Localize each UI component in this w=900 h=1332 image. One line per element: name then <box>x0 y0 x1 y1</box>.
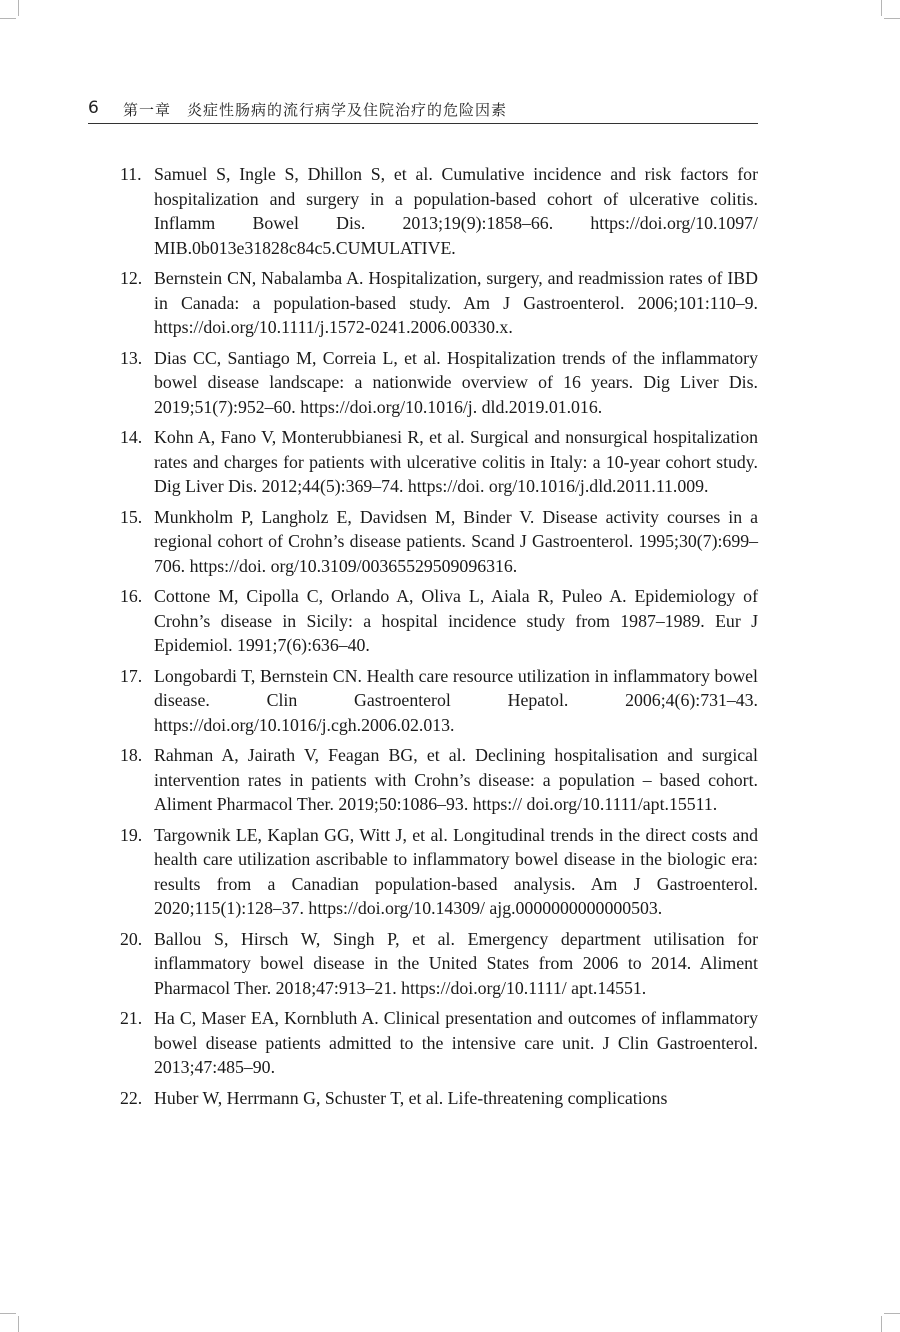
reference-text: Cottone M, Cipolla C, Orlando A, Oliva L, Aiala R, Puleo A. Epidemiology of Crohn’s disease in Sicily: a hospital incidence study from 1987–1989. Eur J Epidemiol. 1991;7(6):636–40. <box>154 586 758 655</box>
chapter-title: 第一章 炎症性肠病的流行病学及住院治疗的危险因素 <box>123 101 508 119</box>
crop-mark-top-left <box>18 0 19 16</box>
reference-text: Ha C, Maser EA, Kornbluth A. Clinical presentation and outcomes of inflammatory bowel disease patients admitted to the intensive care unit. J Clin Gastroenterol. 2013;47:485–90. <box>154 1008 758 1077</box>
reference-text: Longobardi T, Bernstein CN. Health care resource utilization in inflammatory bowel disease. Clin Gastroenterol Hepatol. 2006;4(6):731–43. https://doi.org/10.1016/j.cgh.2006.02.013. <box>154 665 758 735</box>
crop-mark-bottom-right <box>881 1316 882 1332</box>
reference-number: 21. <box>120 1008 143 1028</box>
reference-text: Ballou S, Hirsch W, Singh P, et al. Emergency department utilisation for inflammatory bowel disease in the United States from 2006 to 2014. Aliment Pharmacol Ther. 2018;47:913–21. https://doi.org/10.1111/ apt.14551. <box>154 928 758 998</box>
crop-mark-top-right <box>884 18 900 19</box>
reference-text: Kohn A, Fano V, Monterubbianesi R, et al. Surgical and nonsurgical hospitalization rates and charges for patients with ulcerative colitis in Italy: a 10-year cohort study. Dig Liver Dis. 2012;44(5):369–74. https://doi. org/10.1016/j.dld.2011.11.009. <box>154 427 758 496</box>
crop-mark-top-right <box>881 0 882 16</box>
reference-text: Bernstein CN, Nabalamba A. Hospitalization, surgery, and readmission rates of IBD in Canada: a population-based study. Am J Gastroenterol. 2006;101:110–9. https://doi.org/10.1111/j.1572-0241.2006.00330.x. <box>154 268 758 337</box>
reference-text: Rahman A, Jairath V, Feagan BG, et al. Declining hospitalisation and surgical intervention rates in patients with Crohn’s disease: a population – based cohort. Aliment Pharmacol Ther. 2019;50:1086–93. https:// doi.org/10.1111/apt.15511. <box>154 745 758 814</box>
reference-text: Munkholm P, Langholz E, Davidsen M, Binder V. Disease activity courses in a regional cohort of Crohn’s disease patients. Scand J Gastroenterol. 1995;30(7):699–706. https://doi. org/10.3109/00365529509096316. <box>154 506 758 576</box>
reference-number: 22. <box>120 1087 143 1108</box>
reference-number: 11. <box>120 164 142 184</box>
reference-item <box>120 1086 758 1111</box>
reference-item <box>120 425 758 499</box>
reference-item <box>120 823 758 921</box>
reference-item <box>120 664 758 738</box>
crop-mark-bottom-left <box>0 1313 16 1314</box>
reference-number: 19. <box>120 824 143 845</box>
reference-item <box>120 346 758 420</box>
reference-number: 12. <box>120 268 143 288</box>
reference-number: 18. <box>120 745 143 765</box>
reference-text: Huber W, Herrmann G, Schuster T, et al. Life-threatening complications <box>154 1087 668 1108</box>
reference-number: 14. <box>120 427 143 447</box>
reference-number: 17. <box>120 665 143 686</box>
reference-item <box>120 162 758 260</box>
reference-item <box>120 505 758 579</box>
reference-item <box>120 1006 758 1080</box>
reference-text: Dias CC, Santiago M, Correia L, et al. Hospitalization trends of the inflammatory bowel disease landscape: a nationwide overview of 16 years. Dig Liver Dis. 2019;51(7):952–60. https://doi.org/10.1016/j. dld.2019.01.016. <box>154 347 758 417</box>
crop-mark-bottom-right <box>884 1313 900 1314</box>
reference-number: 16. <box>120 586 143 606</box>
reference-number: 20. <box>120 928 143 949</box>
reference-text: Samuel S, Ingle S, Dhillon S, et al. Cumulative incidence and risk factors for hospitalization and surgery in a population-based cohort of ulcerative colitis. Inflamm Bowel Dis. 2013;19(9):1858–66. https://doi.org/10.1097/ MIB.0b013e31828c84c5.CUMULATIVE. <box>154 164 758 258</box>
reference-item <box>120 266 758 340</box>
reference-number: 15. <box>120 506 143 527</box>
page-number: 6 <box>88 98 99 118</box>
reference-item <box>120 927 758 1001</box>
running-header <box>88 96 758 124</box>
reference-number: 13. <box>120 347 143 368</box>
reference-text: Targownik LE, Kaplan GG, Witt J, et al. Longitudinal trends in the direct costs and health care utilization ascribable to inflammatory bowel disease in the biologic era: results from a Canadian population-based analysis. Am J Gastroenterol. 2020;115(1):128–37. https://doi.org/10.14309/ ajg.0000000000000503. <box>154 824 758 918</box>
reference-list <box>120 162 758 1116</box>
crop-mark-top-left <box>0 18 16 19</box>
reference-item <box>120 743 758 817</box>
reference-item <box>120 584 758 658</box>
crop-mark-bottom-left <box>18 1316 19 1332</box>
